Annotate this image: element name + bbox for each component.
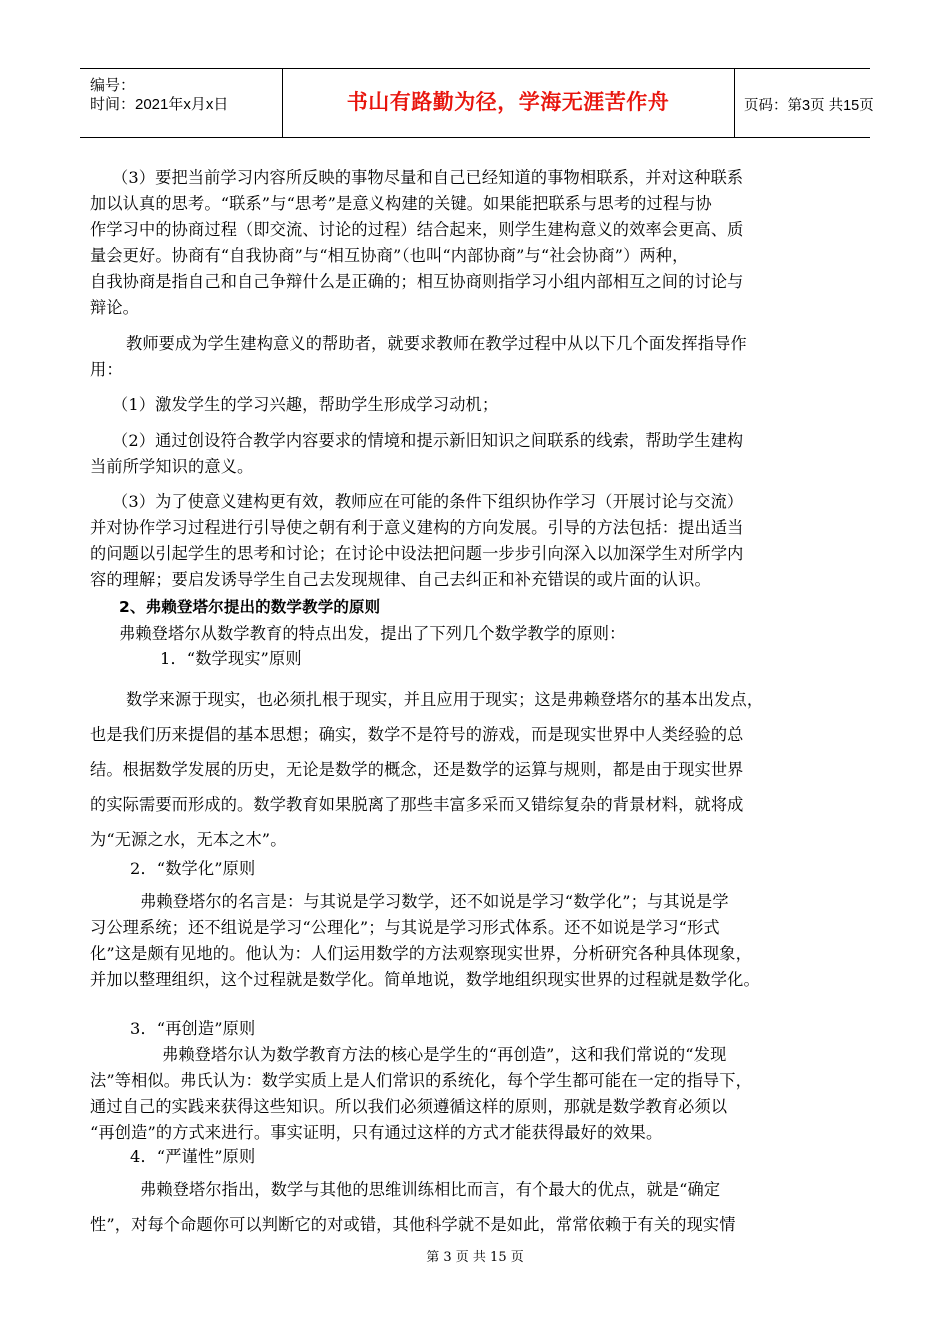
- header-motto: 书山有路勤为径，学海无涯苦作舟: [346, 91, 670, 114]
- principle-heading: 3．“再创造”原则: [130, 1019, 256, 1038]
- body-line: 化”这是颇有见地的。他认为：人们运用数学的方法观察现实世界，分析研究各种具体现象，: [90, 944, 752, 963]
- body-line: 辩论。: [90, 298, 140, 317]
- header-page-cell: [734, 69, 874, 137]
- body-line: （1）激发学生的学习兴趣，帮助学生形成学习动机；: [112, 395, 499, 414]
- body-line: 弗赖登塔尔的名言是：与其说是学习数学，还不如说是学习“数学化”；与其说是学: [140, 892, 729, 911]
- body-line: 量会更好。协商有“自我协商”与“相互协商”（也叫“内部协商”与“社会协商”）两种，: [90, 246, 689, 265]
- body-line: 并加以整理组织，这个过程就是数学化。简单地说，数学地组织现实世界的过程就是数学化。: [90, 970, 760, 989]
- body-line: 当前所学知识的意义。: [90, 457, 254, 476]
- principle-heading: 1．“数学现实”原则: [160, 649, 302, 668]
- body-line: 弗赖登塔尔认为数学教育方法的核心是学生的“再创造”，这和我们常说的“发现: [162, 1045, 727, 1064]
- doc-number-label: 编号：: [90, 77, 136, 94]
- body-line: （2）通过创设符合教学内容要求的情境和提示新旧知识之间联系的线索，帮助学生建构: [112, 431, 744, 450]
- body-line: 教师要成为学生建构意义的帮助者，就要求教师在教学过程中从以下几个面发挥指导作: [126, 334, 747, 353]
- body-line: 结。根据数学发展的历史，无论是数学的概念，还是数学的运算与规则，都是由于现实世界: [90, 760, 744, 779]
- body-line: 的问题以引起学生的思考和讨论；在讨论中设法把问题一步步引向深入以加深学生对所学内: [90, 544, 744, 563]
- page-footer: 第 3 页 共 15 页: [426, 1250, 524, 1265]
- body-line: 为“无源之水，无本之木”。: [90, 830, 287, 849]
- body-line: 自我协商是指自己和自己争辩什么是正确的；相互协商则指学习小组内部相互之间的讨论与: [90, 272, 744, 291]
- page-header: [80, 68, 874, 138]
- body-line: （3）要把当前学习内容所反映的事物尽量和自己已经知道的事物相联系，并对这种联系: [112, 168, 744, 187]
- section-heading: 2、弗赖登塔尔提出的数学教学的原则: [119, 598, 381, 616]
- body-line: “再创造”的方式来进行。事实证明，只有通过这样的方式才能获得最好的效果。: [90, 1123, 663, 1142]
- body-line: （3）为了使意义建构更有效，教师应在可能的条件下组织协作学习（开展讨论与交流）: [112, 492, 744, 511]
- principle-heading: 2．“数学化”原则: [130, 859, 256, 878]
- body-line: 法”等相似。弗氏认为：数学实质上是人们常识的系统化，每个学生都可能在一定的指导下，: [90, 1071, 752, 1090]
- header-motto-cell: [282, 69, 735, 137]
- header-info-cell: [80, 69, 283, 137]
- doc-time-label: 时间：2021年x月x日: [90, 96, 229, 113]
- body-line: 作学习中的协商过程（即交流、讨论的过程）结合起来，则学生建构意义的效率会更高、质: [90, 220, 744, 239]
- body-line: 弗赖登塔尔从数学教育的特点出发，提出了下列几个数学教学的原则：: [119, 624, 626, 643]
- header-page-code: 页码：第3页 共15页: [744, 98, 874, 114]
- body-line: 习公理系统；还不组说是学习“公理化”；与其说是学习形式体系。还不如说是学习“形式: [90, 918, 720, 937]
- body-line: 加以认真的思考。“联系”与“思考”是意义构建的关键。如果能把联系与思考的过程与协: [90, 194, 712, 213]
- body-line: 的实际需要而形成的。数学教育如果脱离了那些丰富多采而又错综复杂的背景材料，就将成: [90, 795, 744, 814]
- body-line: 数学来源于现实，也必须扎根于现实，并且应用于现实；这是弗赖登塔尔的基本出发点，: [126, 690, 764, 709]
- principle-heading: 4．“严谨性”原则: [130, 1147, 256, 1166]
- body-line: 性”，对每个命题你可以判断它的对或错，其他科学就不是如此，常常依赖于有关的现实情: [90, 1215, 736, 1234]
- body-line: 用：: [90, 360, 123, 379]
- body-line: 也是我们历来提倡的基本思想；确实，数学不是符号的游戏，而是现实世界中人类经验的总: [90, 725, 744, 744]
- body-line: 并对协作学习过程进行引导使之朝有利于意义建构的方向发展。引导的方法包括：提出适当: [90, 518, 744, 537]
- body-line: 弗赖登塔尔指出，数学与其他的思维训练相比而言，有个最大的优点，就是“确定: [140, 1180, 721, 1199]
- body-line: 通过自己的实践来获得这些知识。所以我们必须遵循这样的原则，那就是数学教育必须以: [90, 1097, 728, 1116]
- body-line: 容的理解；要启发诱导学生自己去发现规律、自己去纠正和补充错误的或片面的认识。: [90, 570, 711, 589]
